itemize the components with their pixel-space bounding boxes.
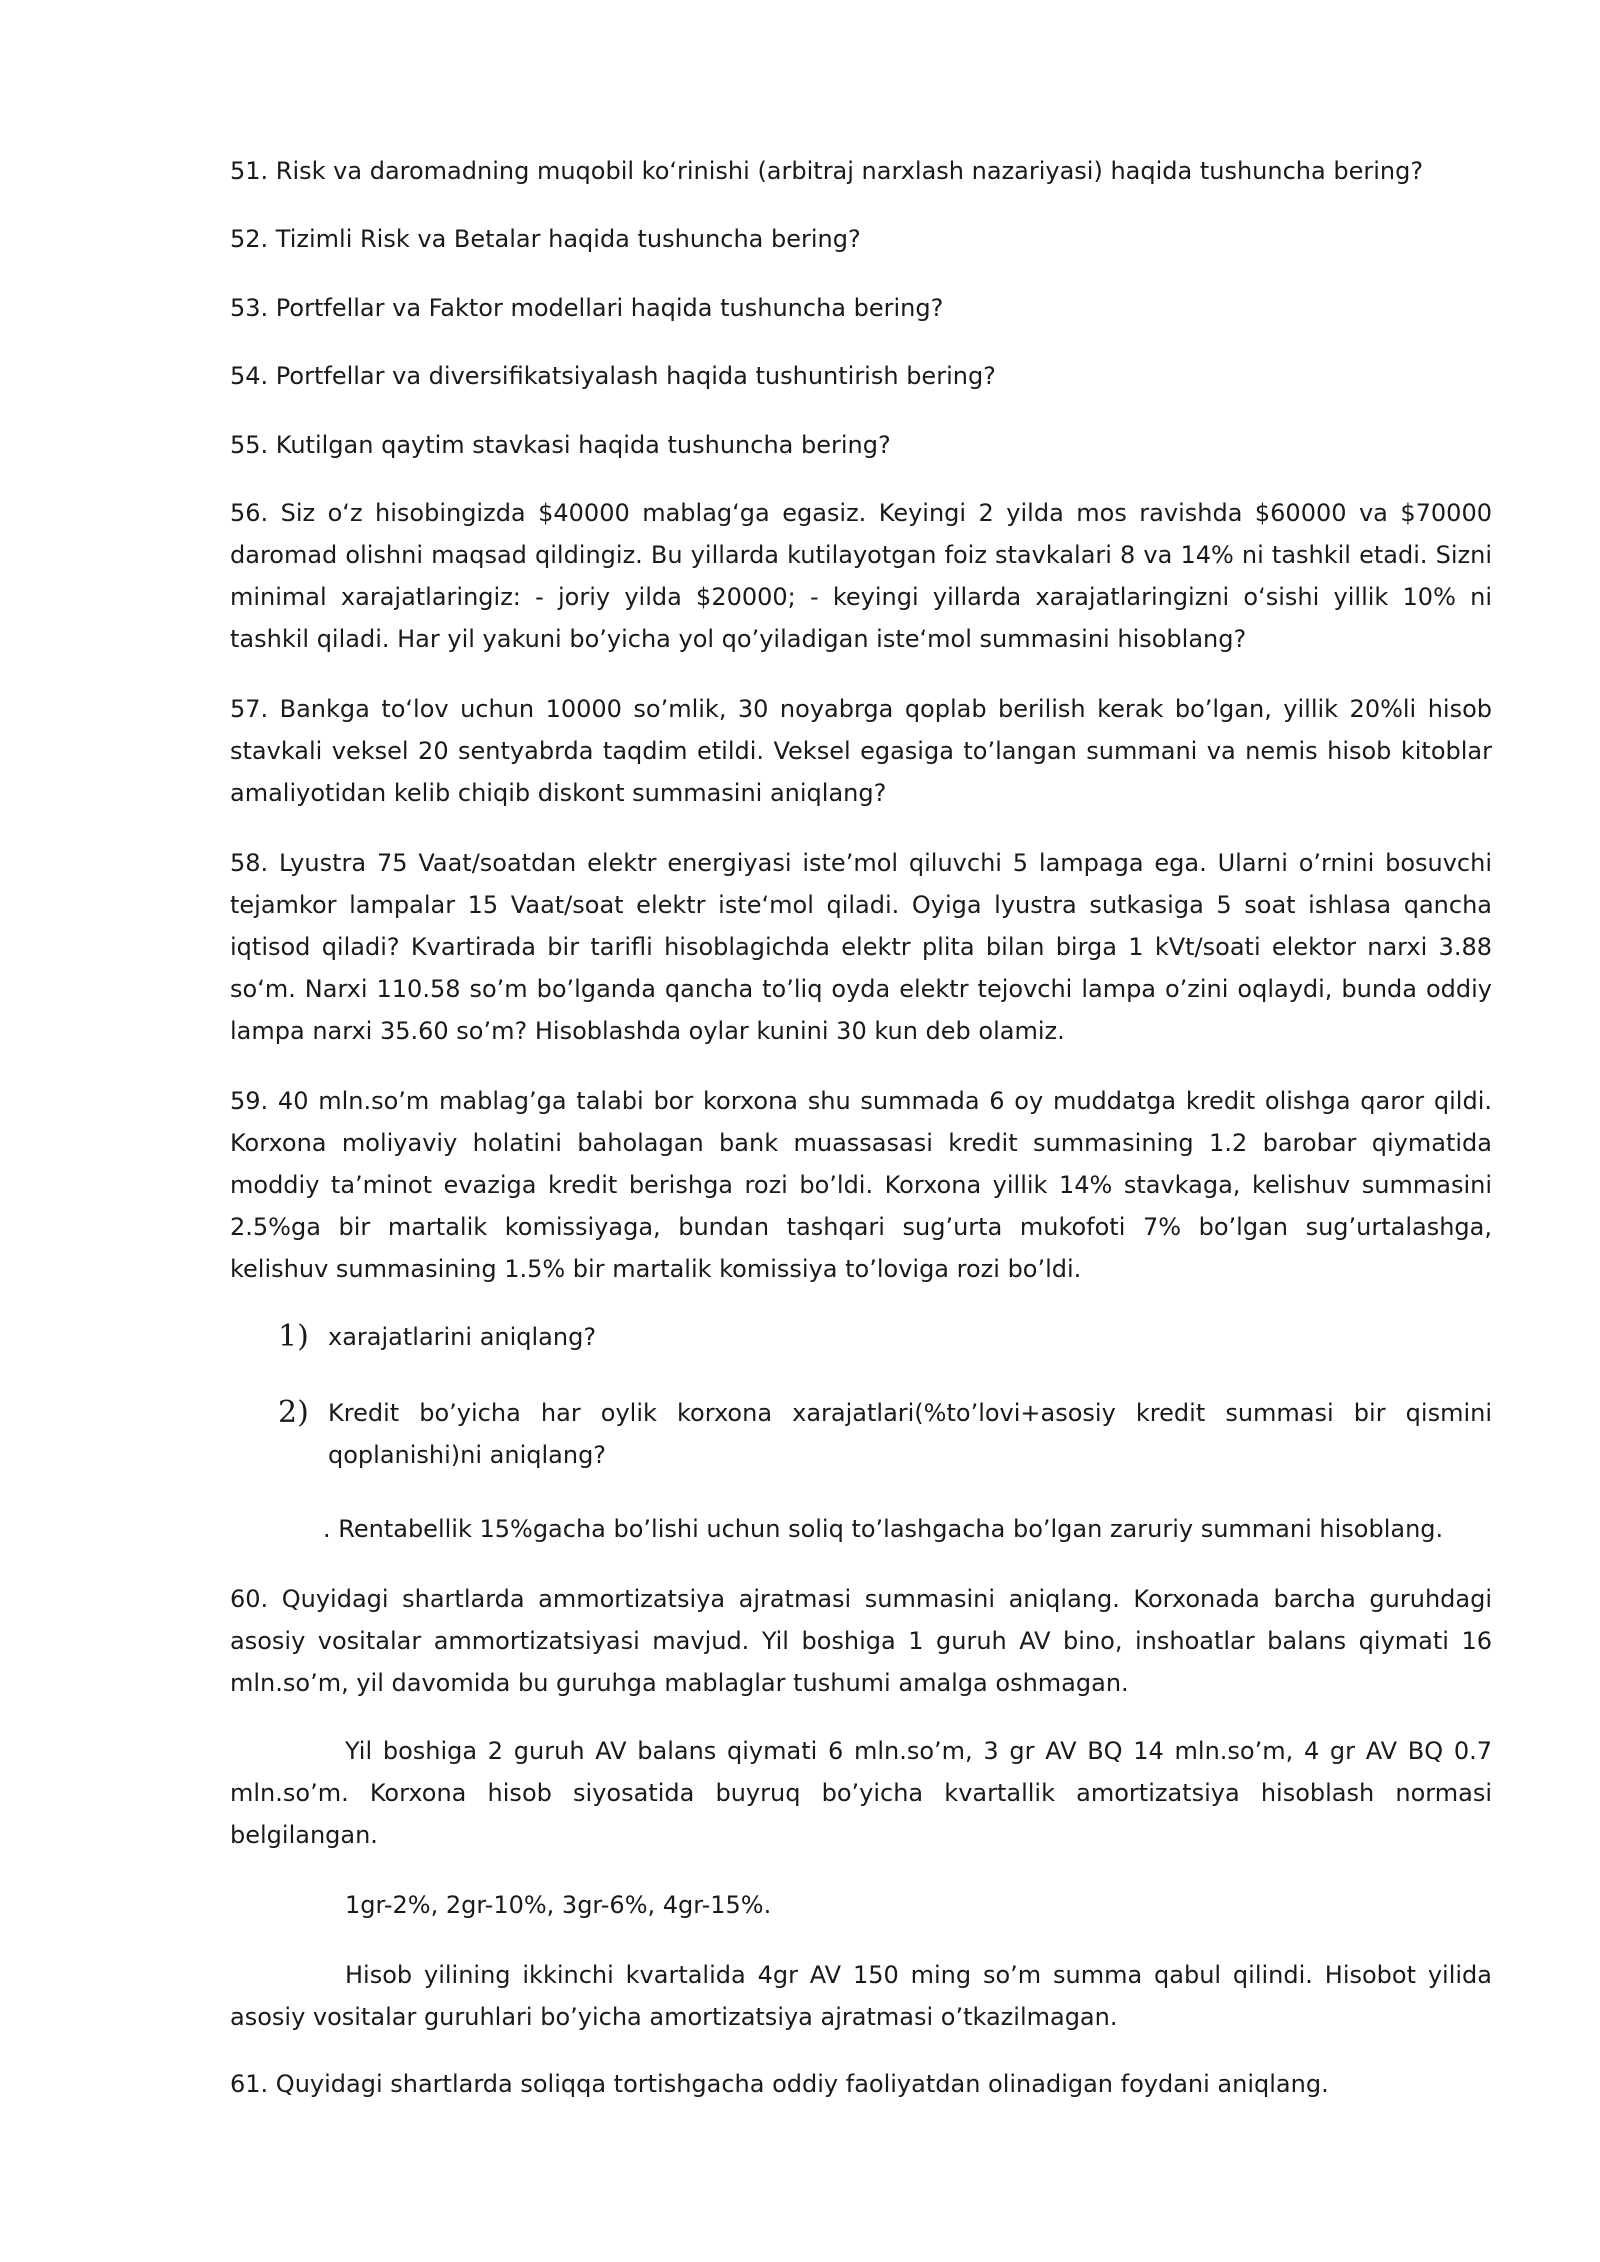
question-52: 52. Tizimli Risk va Betalar haqida tushuncha bering? [230,225,861,253]
question-51: 51. Risk va daromadning muqobil ko‘rinishi (arbitraj narxlash nazariyasi) haqida tushuncha bering? [230,157,1424,185]
question-57: 57. Bankga to‘lov uchun 10000 so’mlik, 30 noyabrga qoplab berilish kerak bo’lgan, yillik 20%li hisob stavkali veksel 20 sentyabrda taqdim etildi. Veksel egasiga to’langan summani va nemis hisob kitoblar amaliyotidan kelib chiqib diskont summasini aniqlang? [230,695,1492,807]
question-60-paragraph-3: 1gr-2%, 2gr-10%, 3gr-6%, 4gr-15%. [345,1891,772,1919]
question-54: 54. Portfellar va diversifikatsiyalash haqida tushuntirish bering? [230,362,996,390]
question-59-extra: . Rentabellik 15%gacha bo’lishi uchun soliq to’lashgacha bo’lgan zaruriy summani hisoblang. [323,1515,1444,1543]
question-56: 56. Siz o‘z hisobingizda $40000 mablag‘ga egasiz. Keyingi 2 yilda mos ravishda $60000 va $70000 daromad olishni maqsad qildingiz. Bu yillarda kutilayotgan foiz stavkalari 8 va 14% ni tashkil etadi. Sizni minimal xarajatlaringiz: - joriy yilda $20000; - keyingi yillarda xarajatlaringizni o‘sishi yillik 10% ni tashkil qiladi. Har yil yakuni bo’yicha yol qo’yiladigan iste‘mol summasini hisoblang? [230,499,1492,653]
question-61: 61. Quyidagi shartlarda soliqqa tortishgacha oddiy faoliyatdan olinadigan foydani aniqlang. [230,2070,1329,2098]
question-53: 53. Portfellar va Faktor modellari haqida tushuncha bering? [230,294,944,322]
question-59: 59. 40 mln.so’m mablag’ga talabi bor korxona shu summada 6 oy muddatga kredit olishga qaror qildi. Korxona moliyaviy holatini baholagan bank muassasasi kredit summasining 1.2 barobar qiymatida moddiy ta’minot evaziga kredit berishga rozi bo’ldi. Korxona yillik 14% stavkaga, kelishuv summasini 2.5%ga bir martalik komissiyaga, bundan tashqari sug’urta mukofoti 7% bo’lgan sug’urtalashga, kelishuv summasining 1.5% bir martalik komissiya to’loviga rozi bo’ldi. [230,1087,1492,1283]
list-text: xarajatlarini aniqlang? [328,1323,597,1351]
list-text: Kredit bo’yicha har oylik korxona xarajatlari(%to’lovi+asosiy kredit summasi bir qismini qoplanishi)ni aniqlang? [328,1399,1492,1469]
list-number: 1) [278,1319,309,1354]
question-55: 55. Kutilgan qaytim stavkasi haqida tushuncha bering? [230,431,891,459]
question-60-paragraph-4: Hisob yilining ikkinchi kvartalida 4gr AV 150 ming so’m summa qabul qilindi. Hisobot yilida asosiy vositalar guruhlari bo’yicha amortizatsiya ajratmasi o’tkazilmagan. [230,1961,1492,2031]
question-58: 58. Lyustra 75 Vaat/soatdan elektr energiyasi iste’mol qiluvchi 5 lampaga ega. Ularni o’rnini bosuvchi tejamkor lampalar 15 Vaat/soat elektr iste‘mol qiladi. Oyiga lyustra sutkasiga 5 soat ishlasa qancha iqtisod qiladi? Kvartirada bir tarifli hisoblagichda elektr plita bilan birga 1 kVt/soati elektor narxi 3.88 so‘m. Narxi 110.58 so’m bo’lganda qancha to’liq oyda elektr tejovchi lampa o’zini oqlaydi, bunda oddiy lampa narxi 35.60 so’m? Hisoblashda oylar kunini 30 kun deb olamiz. [230,849,1492,1045]
question-60: 60. Quyidagi shartlarda ammortizatsiya ajratmasi summasini aniqlang. Korxonada barcha guruhdagi asosiy vositalar ammortizatsiyasi mavjud. Yil boshiga 1 guruh AV bino, inshoatlar balans qiymati 16 mln.so’m, yil davomida bu guruhga mablaglar tushumi amalga oshmagan. [230,1585,1492,1697]
question-60-paragraph-2: Yil boshiga 2 guruh AV balans qiymati 6 mln.so’m, 3 gr AV BQ 14 mln.so’m, 4 gr AV BQ 0.7 mln.so’m. Korxona hisob siyosatida buyruq bo’yicha kvartallik amortizatsiya hisoblash normasi belgilangan. [230,1737,1492,1849]
list-number: 2) [278,1395,309,1430]
